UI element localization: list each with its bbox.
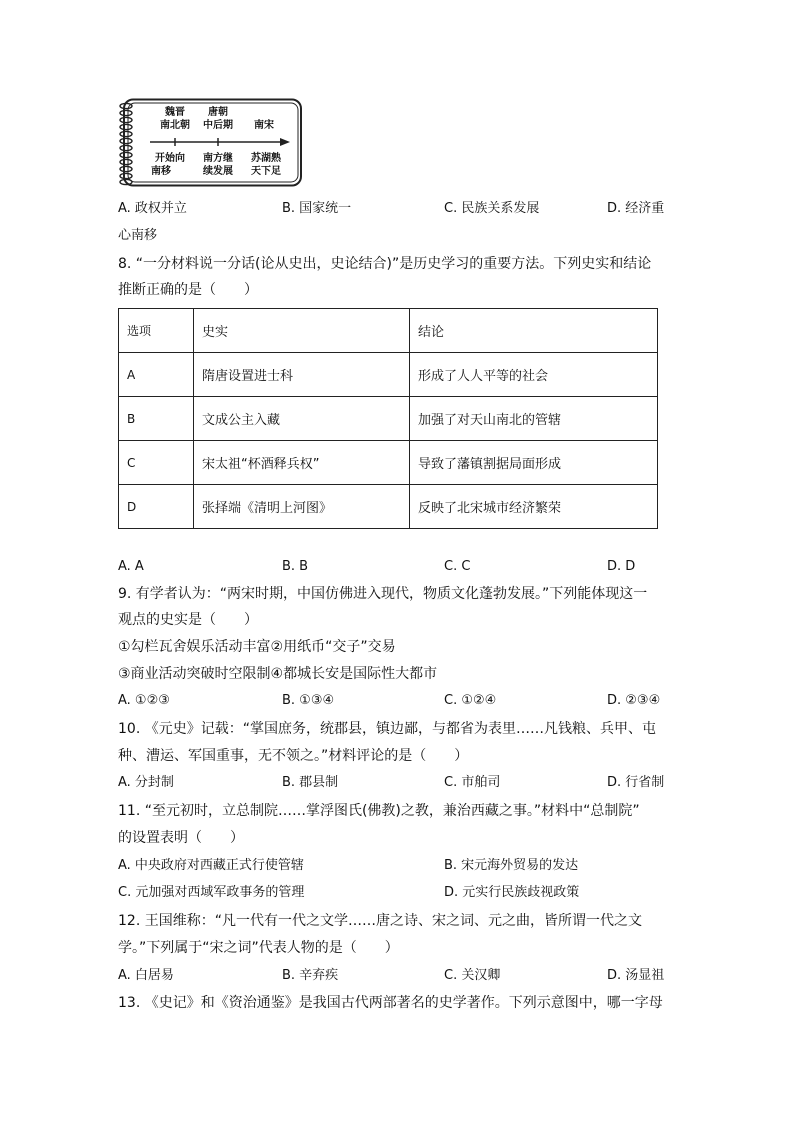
table-cell: 文成公主入藏 (194, 397, 410, 441)
q12-option-a[interactable]: A. 白居易 (118, 968, 174, 983)
q10-option-c[interactable]: C. 市舶司 (444, 775, 501, 790)
q8-stem-line2: 推断正确的是（ ） (118, 282, 258, 298)
table-cell: 反映了北宋城市经济繁荣 (410, 485, 658, 529)
q7-option-d[interactable]: D. 经济重 (607, 201, 665, 216)
q7-option-c[interactable]: C. 民族关系发展 (444, 201, 540, 216)
table-header-cell: 结论 (410, 309, 658, 353)
timeline-period-1-line1: 魏晋 (165, 107, 185, 118)
q8-stem-line1: 8. “一分材料说一分话(论从史出，史论结合)”是历史学习的重要方法。下列史实和结论 (118, 256, 652, 272)
q7-option-b[interactable]: B. 国家统一 (282, 201, 352, 216)
q9-option-a[interactable]: A. ①②③ (118, 693, 170, 708)
q9-statements-line2: ③商业活动突破时空限制④都城长安是国际性大都市 (118, 666, 438, 682)
table-header-row (119, 309, 658, 353)
table-row (119, 441, 658, 485)
q12-stem-line2: 学。”下列属于“宋之词”代表人物的是（ ） (118, 940, 399, 956)
q9-option-d[interactable]: D. ②③④ (607, 693, 661, 708)
q8-table (118, 308, 658, 529)
table-cell: D (119, 485, 194, 529)
q11-option-c[interactable]: C. 元加强对西域军政事务的管理 (118, 885, 305, 900)
q11-stem-line2: 的设置表明（ ） (118, 830, 244, 846)
timeline-period-1-line2: 南北朝 (160, 120, 190, 131)
timeline-period-2 (194, 106, 242, 132)
timeline-event-3-line1: 苏湖熟 (251, 153, 281, 164)
timeline-event-1 (148, 152, 192, 178)
table-cell: 加强了对天山南北的管辖 (410, 397, 658, 441)
table-cell: B (119, 397, 194, 441)
table-header-cell: 史实 (194, 309, 410, 353)
q9-statements-line1: ①勾栏瓦舍娱乐活动丰富②用纸币“交子”交易 (118, 639, 396, 655)
q10-stem-line2: 种、漕运、军国重事，无不领之。”材料评论的是（ ） (118, 748, 469, 764)
timeline-period-1 (151, 106, 199, 132)
q12-option-c[interactable]: C. 关汉卿 (444, 968, 501, 983)
timeline-event-3 (242, 152, 290, 178)
table-cell: C (119, 441, 194, 485)
table-cell: A (119, 353, 194, 397)
q11-option-d[interactable]: D. 元实行民族歧视政策 (444, 885, 580, 900)
table-row (119, 485, 658, 529)
q12-option-b[interactable]: B. 辛弃疾 (282, 968, 339, 983)
q11-stem-line1: 11. “至元初时，立总制院……掌浮图氏(佛教)之教，兼治西藏之事。”材料中“总制院” (118, 803, 640, 819)
q11-option-b[interactable]: B. 宋元海外贸易的发达 (444, 858, 579, 873)
q8-option-d[interactable]: D. D (607, 559, 636, 574)
table-cell: 形成了人人平等的社会 (410, 353, 658, 397)
timeline-event-1-line1: 开始向 (155, 153, 185, 164)
q10-stem-line1: 10. 《元史》记载：“掌国庶务，统郡县，镇边鄙，与都省为表里……凡钱粮、兵甲、屯 (118, 721, 656, 737)
timeline-event-2-line2: 续发展 (203, 166, 233, 177)
q10-option-d[interactable]: D. 行省制 (607, 775, 665, 790)
timeline-event-2-line1: 南方继 (203, 153, 233, 164)
timeline-event-3-line2: 天下足 (251, 166, 281, 177)
q12-stem-line1: 12. 王国维称：“凡一代有一代之文学……唐之诗、宋之词、元之曲，皆所谓一代之文 (118, 913, 642, 929)
q10-option-b[interactable]: B. 郡县制 (282, 775, 339, 790)
timeline-figure (118, 98, 304, 188)
table-header-cell: 选项 (119, 309, 194, 353)
q13-stem-line1: 13. 《史记》和《资治通鉴》是我国古代两部著名的史学著作。下列示意图中，哪一字母 (118, 995, 663, 1011)
q9-option-b[interactable]: B. ①③④ (282, 693, 335, 708)
timeline-event-2 (194, 152, 242, 178)
q12-option-d[interactable]: D. 汤显祖 (607, 968, 665, 983)
q9-option-c[interactable]: C. ①②④ (444, 693, 497, 708)
q8-option-a[interactable]: A. A (118, 559, 144, 574)
q9-stem-line2: 观点的史实是（ ） (118, 612, 258, 628)
table-row (119, 353, 658, 397)
q7-option-a[interactable]: A. 政权并立 (118, 201, 187, 216)
timeline-event-1-line2: 南移 (151, 166, 171, 177)
timeline-period-3-line1: 南宋 (254, 120, 274, 131)
q11-option-a[interactable]: A. 中央政府对西藏正式行使管辖 (118, 858, 304, 873)
table-row (119, 397, 658, 441)
timeline-period-2-line2: 中后期 (203, 120, 233, 131)
q7-option-d-wrap[interactable]: 心南移 (118, 228, 158, 243)
q9-stem-line1: 9. 有学者认为：“两宋时期，中国仿佛进入现代，物质文化蓬勃发展。”下列能体现这一 (118, 586, 648, 602)
q8-option-c[interactable]: C. C (444, 559, 471, 574)
table-cell: 导致了藩镇割据局面形成 (410, 441, 658, 485)
timeline-period-3 (244, 119, 284, 132)
table-cell: 张择端《清明上河图》 (194, 485, 410, 529)
timeline-period-2-line1: 唐朝 (208, 107, 228, 118)
q10-option-a[interactable]: A. 分封制 (118, 775, 174, 790)
q8-option-b[interactable]: B. B (282, 559, 309, 574)
table-cell: 宋太祖“杯酒释兵权” (194, 441, 410, 485)
table-cell: 隋唐设置进士科 (194, 353, 410, 397)
